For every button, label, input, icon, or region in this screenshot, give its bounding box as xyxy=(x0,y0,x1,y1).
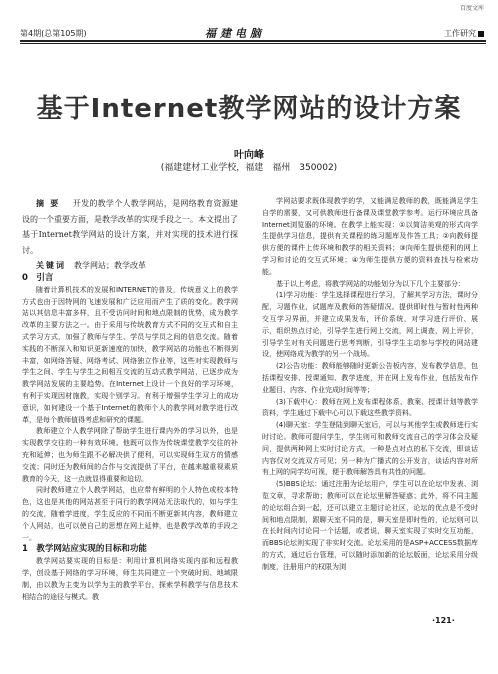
paragraph: (3)下载中心：教师在网上发布课程体系、教案、授课计划等教学资料，学生通过下载中心可以下载这些教学资料。 xyxy=(262,397,478,418)
paragraph: (2)公告功能：教师能够随时更新公告板内容，发布教学信息，包括课程安排、授课通知、教学进度，并在网上发布作业，包括发布作业题目、内容、作业完成时间等等； xyxy=(262,362,478,394)
abstract-label: 摘要 xyxy=(36,198,65,208)
paragraph: (1)学习功能：学生选择课程进行学习，了解其学习方法，课时分配，习题作业，试题库及教师的答疑情况。提供即时性与暂时性两种交互学习界面，并建立成果发布，评价系统，对学习进行评价、展示，组织热点讨论，引导学生进行网上交流，网上调查，网上评价，引导学生对有关问题进行思考判断，引导学生主动参与学校的网站建设，使网络成为教学的另一个战场。 xyxy=(262,291,478,359)
affiliation: (福建建材工业学校，福建 福州 350002) xyxy=(160,163,338,173)
abstract-text: 开发的教学个人教学网站，是网络教育资源建设的一个重要方面，是教学改革的实现手段之一。本文提出了基于Internet教学网站的设计方案，并对实现的技术进行探讨。 xyxy=(22,199,239,255)
keywords-text: 教学网站；教学改革 xyxy=(74,261,146,270)
square-icon xyxy=(478,31,484,37)
keywords-label: 关键词 xyxy=(36,261,66,270)
right-column xyxy=(262,196,478,574)
paragraph: 教学网站要实现的目标是：利用计算机网络实现内部和远程教学，创设基于网络的学习环境，师生共同建立一个突破时间、地域限制，由以教为主变为以学为主的教学平台，探索学科教学与信息技术相结合的途径与模式。教 xyxy=(22,557,238,601)
author-name: 叶向峰 xyxy=(234,150,264,161)
paragraph: 学网站要求既体现教学的学，又能满足教师的教，既能满足学生自学的需要，又可供教师进行备课及课堂教学参考。运行环境应具备Internet浏览器的环境。在教学上能实现：①以简洁美观的形式向学生提供学习信息，提供有关课程的练习题库及作答工具；②向教师提供方便的课件上传环境和教学的相关资料；③向师生提供便利的网上学习和讨论的交互式环境；④为师生提供方便的资料查找与检索功能。 xyxy=(262,197,478,276)
issue-label: 第4期(总第105期) xyxy=(20,29,87,38)
paragraph: 随着计算机技术的发展和INTERNET的普及，传统意义上的教学方式也由于因特网的飞速发展和广泛应用而产生了质的变化。教学网站以其信息丰富多样，且不受访问时间和地点限制的优势，成为教学改革的主要方法之一。由于采用与传统教育方式不同的交互式和自主式学习方式，加强了教师与学生、学员与学员之间的信息交流。随着实践的不断深入和知识更新速度的加快，教学网站的功能也不断得到丰富，如网络答疑、网络考试、网络独立作业等，这些对实现教师与学生之间、学生与学生之间相互交流的互动式教学网站，已逐步成为教学网站发展的主要趋势。在Internet上设计一个良好的学习环境，有利于实现因材施教，实现个别学习。有利于增强学生学习上的成功意识，如何建设一个基于Internet的教师个人的教学网对教学进行改革，是每个教师值得考虑和研究的课题。 xyxy=(22,285,238,424)
abstract xyxy=(22,196,238,258)
journal-name: 福建电脑 xyxy=(205,27,265,40)
page-number: ·121· xyxy=(432,616,455,625)
keywords xyxy=(22,258,238,273)
section-heading-intro: 0 引言 xyxy=(22,273,54,283)
left-column xyxy=(22,196,238,603)
section-label: 工作研究 xyxy=(444,28,484,39)
paper-title: 基于Internet教学网站的设计方案 xyxy=(36,94,462,124)
paragraph: (5)BBS论坛：通过注册为论坛用户，学生可以在论坛中发表、浏览文章，寻求帮助；教师可以在论坛里解答疑惑；此外，将不同主题的论坛组合到一起，还可以建立主题讨论社区，论坛的优点是不受时间和地点限制，跟聊天室不同的是，聊天室是即时性的，论坛则可以在长时间内讨论同一个话题，或者说，聊天室实现了实时交互功能，而BBS论坛则实现了非实时交流。论坛采用的是ASP+ACCESS数据库的方式，通过后台管理，可以随时添加新的论坛版面，论坛采用分级制度，注册用户的权限为浏 xyxy=(262,480,478,571)
watermark: 百度文库 xyxy=(459,5,484,12)
section-heading-goals: 1 教学网站应实现的目标和功能 xyxy=(22,544,147,555)
paragraph: 教师建立个人教学网除了帮助学生进行课内外的学习以外，也是实现教学交往的一种有效环境。他既可以作为传统课堂教学交往的补充和延伸；也为师生跟不必解决供了便利，可以实现师生双方的情感交流；同时还为教师间的合作与交流提供了平台，在越来越重视素质教育的今天，这一点就显得重要和迫切。 xyxy=(22,427,238,483)
paragraph: 同时教师建立个人教学网站，也应带有鲜明的个人特色或校本特色，这也是其他的网站甚至于同行的教学网站无法取代的，如与学生的交流，随着学进度，学生反应的不同而不断更新其内容，教师建立个人网站，也可以使自己的思想在网上延伸，也是教学改革的手段之一。 xyxy=(22,486,238,542)
paragraph: 基于以上考虑，将教学网站的功能划分为以下几个主要部分： xyxy=(276,279,465,288)
header-rule-thin xyxy=(20,43,486,44)
header-rule xyxy=(20,40,486,42)
paragraph: (4)聊天室：学生登陆到聊天室后，可以与其他学生或教师进行实时讨论。教师可提问学生，学生则可和教师交流自己的学习体会及疑问，提供两种网上实时讨论方式，一种是点对点的私下交流，即谈话内容仅对交流双方可见；另一种为广播式的公开发言，谈话内容对所有上网的同学均可视，便于教师解答具有共性的问题。 xyxy=(262,421,478,477)
page-header xyxy=(0,0,498,40)
